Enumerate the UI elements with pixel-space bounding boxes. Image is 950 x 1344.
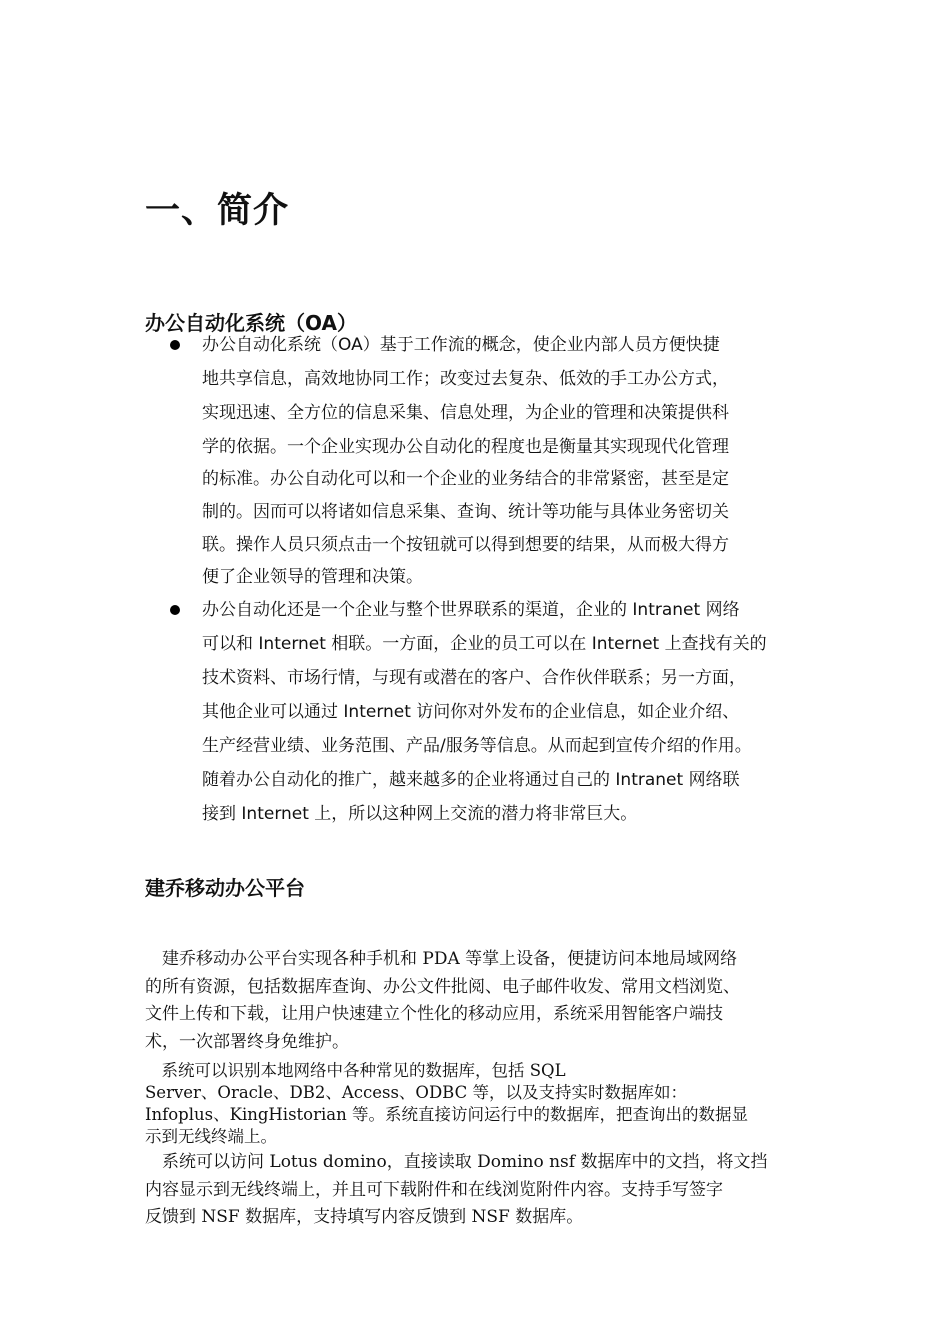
paragraph-line: 内容显示到无线终端上，并且可下载附件和在线浏览附件内容。支持手写签字 [145,1180,723,1200]
paragraph-line: 系统可以识别本地网络中各种常见的数据库，包括 SQL [145,1061,566,1080]
paragraph-line: 建乔移动办公平台实现各种手机和 PDA 等掌上设备，便捷访问本地局域网络 [145,949,738,969]
bullet-line: 可以和 Internet 相联。一方面，企业的员工可以在 Internet 上查找有关的 [202,634,767,654]
bullet-line: 生产经营业绩、业务范围、产品/服务等信息。从而起到宣传介绍的作用。 [202,736,752,756]
bullet-dot [170,340,180,350]
bullet-line: 制的。因而可以将诸如信息采集、查询、统计等功能与具体业务密切关 [202,502,729,522]
bullet-line: 学的依据。一个企业实现办公自动化的程度也是衡量其实现现代化管理 [202,437,729,457]
bullet-line: 接到 Internet 上，所以这种网上交流的潜力将非常巨大。 [202,804,638,824]
bullet-line: 的标准。办公自动化可以和一个企业的业务结合的非常紧密，甚至是定 [202,469,729,489]
section-title-oa: 办公自动化系统（OA） [145,311,357,335]
section-title-ccb: 建乔移动办公平台 [145,876,305,900]
bullet-line: 联。操作人员只须点击一个按钮就可以得到想要的结果，从而极大得方 [202,535,729,555]
bullet-line: 办公自动化还是一个企业与整个世界联系的渠道，企业的 Intranet 网络 [202,600,740,620]
bullet-line: 办公自动化系统（OA）基于工作流的概念，使企业内部人员方便快捷 [202,335,720,355]
paragraph-line: 术，一次部署终身免维护。 [145,1032,349,1052]
bullet-line: 地共享信息，高效地协同工作；改变过去复杂、低效的手工办公方式， [202,369,729,389]
bullet-line: 技术资料、市场行情，与现有或潜在的客户、合作伙伴联系；另一方面， [202,668,746,688]
paragraph-line: 示到无线终端上。 [145,1127,277,1146]
paragraph-line: Server、Oracle、DB2、Access、ODBC 等，以及支持实时数据库如： [145,1083,687,1102]
paragraph-line: 文件上传和下载，让用户快速建立个性化的移动应用，系统采用智能客户端技 [145,1004,723,1024]
paragraph-line: 的所有资源，包括数据库查询、办公文件批阅、电子邮件收发、常用文档浏览、 [145,977,740,997]
bullet-line: 随着办公自动化的推广，越来越多的企业将通过自己的 Intranet 网络联 [202,770,740,790]
page-title: 一、简介 [145,191,290,231]
bullet-line: 其他企业可以通过 Internet 访问你对外发布的企业信息，如企业介绍、 [202,702,740,722]
bullet-line: 便了企业领导的管理和决策。 [202,567,423,587]
paragraph-line: 反馈到 NSF 数据库，支持填写内容反馈到 NSF 数据库。 [145,1207,584,1227]
paragraph-line: 系统可以访问 Lotus domino，直接读取 Domino nsf 数据库中的文挡，将文挡 [145,1152,768,1172]
paragraph-line: Infoplus、KingHistorian 等。系统直接访问运行中的数据库，把查询出的数据显 [145,1105,748,1124]
bullet-line: 实现迅速、全方位的信息采集、信息处理，为企业的管理和决策提供科 [202,403,729,423]
bullet-dot [170,605,180,615]
